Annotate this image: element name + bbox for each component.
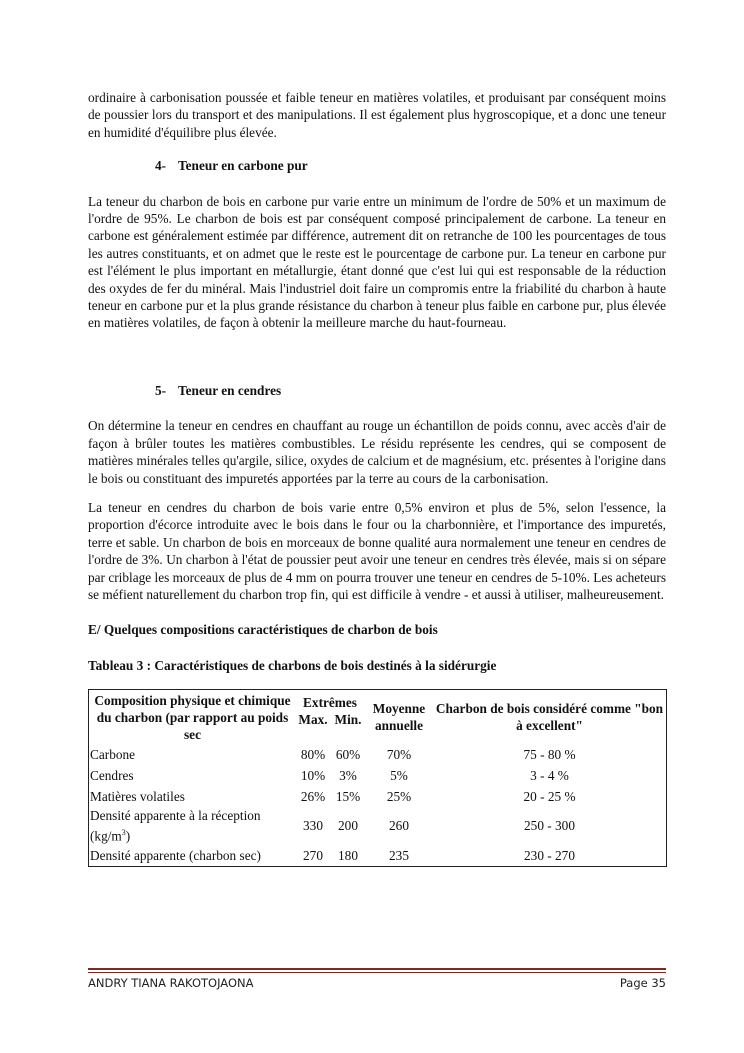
row-bon: 75 - 80 % bbox=[523, 747, 576, 763]
row-max: 80% bbox=[300, 747, 326, 763]
section-5-title: Teneur en cendres bbox=[178, 382, 282, 398]
row-max: 270 bbox=[303, 847, 323, 863]
table-row bbox=[89, 786, 667, 807]
table-header-row bbox=[89, 690, 667, 712]
intro-paragraph: ordinaire à carbonisation poussée et faible teneur en matières volatiles, et produisant par conséquent moins de poussier lors du transport et des manipulations. Il est également plus hygroscopique, et a donc une teneur en humidité d'équilibre plus élevée. bbox=[88, 90, 666, 140]
section-4-heading bbox=[88, 157, 666, 174]
page-body bbox=[88, 89, 666, 867]
row-label-main: Densité apparente à la réception (kg/m bbox=[90, 808, 261, 844]
row-max: 10% bbox=[300, 768, 326, 784]
section-e-title: E/ Quelques compositions caractéristiques de charbon de bois bbox=[88, 622, 438, 638]
row-label-superscript: 3 bbox=[121, 828, 126, 838]
row-min: 3% bbox=[339, 768, 357, 784]
section-5-heading bbox=[88, 382, 666, 399]
section-5-paragraph-1: On détermine la teneur en cendres en chauffant au rouge un échantillon de poids connu, avec accès d'air de façon à brûler toutes les matières combustibles. Le résidu représente les cendres, qui se composent de matières minérales telles qu'argile, silice, oxydes de calcium et de magnésium, etc. présentes à l'origine dans le bois ou constituant des impuretés apportées par la terre au cours de la carbonisation. bbox=[88, 418, 666, 486]
row-label: Carbone bbox=[90, 747, 136, 763]
row-min: 60% bbox=[335, 747, 361, 763]
header-composition: Composition physique et chimique du charbon (par rapport au poids sec bbox=[94, 692, 291, 742]
row-max: 26% bbox=[300, 789, 326, 805]
table-row bbox=[89, 744, 667, 765]
table-row bbox=[89, 845, 667, 867]
footer-divider-thick bbox=[88, 968, 666, 970]
row-min: 180 bbox=[338, 847, 358, 863]
compositions-table bbox=[88, 689, 667, 866]
row-moyenne: 260 bbox=[389, 818, 409, 834]
row-min: 15% bbox=[335, 789, 361, 805]
row-moyenne: 5% bbox=[390, 768, 408, 784]
footer-divider-thin bbox=[88, 972, 666, 973]
footer-page-number: Page 35 bbox=[619, 976, 666, 990]
section-4-paragraph: La teneur du charbon de bois en carbone pur varie entre un minimum de l'ordre de 50% et un maximum de l'ordre de 95%. Le charbon de bois est par conséquent composé principalement de carbone. La teneur en carbone est généralement estimée par différence, autrement dit on retranche de 100 les pourcentages de tous les autres constituants, et on admet que le reste est le pourcentage de carbone pur. La teneur en carbone pur est l'élément le plus important en métallurgie, étant donné que c'est lui qui est responsable de la réduction des oxydes de fer du minéral. Mais l'industriel doit faire un compromis entre la friabilité du charbon à haute teneur en carbone pur et la plus grande résistance du charbon à teneur plus faible en carbone pur, plus élevée en matières volatiles, de façon à obtenir la meilleure marche du haut-fourneau. bbox=[88, 193, 666, 331]
page-footer bbox=[88, 976, 666, 990]
row-label: Matières volatiles bbox=[90, 789, 185, 805]
row-label-end: ) bbox=[125, 828, 131, 844]
row-max: 330 bbox=[303, 818, 323, 834]
table-row bbox=[89, 765, 667, 786]
row-bon: 3 - 4 % bbox=[530, 768, 569, 784]
header-max: Max. bbox=[298, 712, 328, 728]
row-bon: 250 - 300 bbox=[524, 818, 575, 834]
row-moyenne: 25% bbox=[386, 789, 412, 805]
row-moyenne: 235 bbox=[389, 847, 409, 863]
header-min: Min. bbox=[334, 712, 362, 728]
table-row bbox=[89, 807, 667, 844]
row-bon: 230 - 270 bbox=[524, 847, 575, 863]
header-moyenne: Moyenne annuelle bbox=[372, 701, 426, 734]
section-4-title: Teneur en carbone pur bbox=[178, 158, 308, 174]
row-label: Cendres bbox=[90, 768, 134, 784]
row-moyenne: 70% bbox=[386, 747, 412, 763]
header-extremes: Extrêmes bbox=[303, 695, 357, 711]
header-bon: Charbon de bois considéré comme "bon à excellent" bbox=[435, 701, 664, 734]
row-label bbox=[89, 807, 296, 844]
section-4-number: 4- bbox=[155, 158, 167, 174]
row-min: 200 bbox=[338, 818, 358, 834]
table-caption: Tableau 3 : Caractéristiques de charbons de bois destinés à la sidérurgie bbox=[88, 657, 497, 673]
footer-author: ANDRY TIANA RAKOTOJAONA bbox=[88, 976, 254, 990]
section-5-paragraph-2: La teneur en cendres du charbon de bois varie entre 0,5% environ et plus de 5%, selon l'essence, la proportion d'écorce introduite avec le bois dans le four ou la charbonnière, et l'importance des impuretés, terre et sable. Un charbon de bois en morceaux de bonne qualité aura normalement une teneur en cendres de l'ordre de 3%. Un charbon à l'état de poussier peut avoir une teneur en cendres très élevée, mais si on sépare par criblage les morceaux de plus de 4 mm on pourra trouver une teneur en cendres de 5-10%. Les acheteurs se méfient naturellement du charbon trop fin, qui est difficile à vendre - et aussi à utiliser, malheureusement. bbox=[88, 499, 666, 602]
section-5-number: 5- bbox=[155, 382, 167, 398]
row-bon: 20 - 25 % bbox=[523, 789, 576, 805]
row-label: Densité apparente (charbon sec) bbox=[90, 847, 261, 863]
